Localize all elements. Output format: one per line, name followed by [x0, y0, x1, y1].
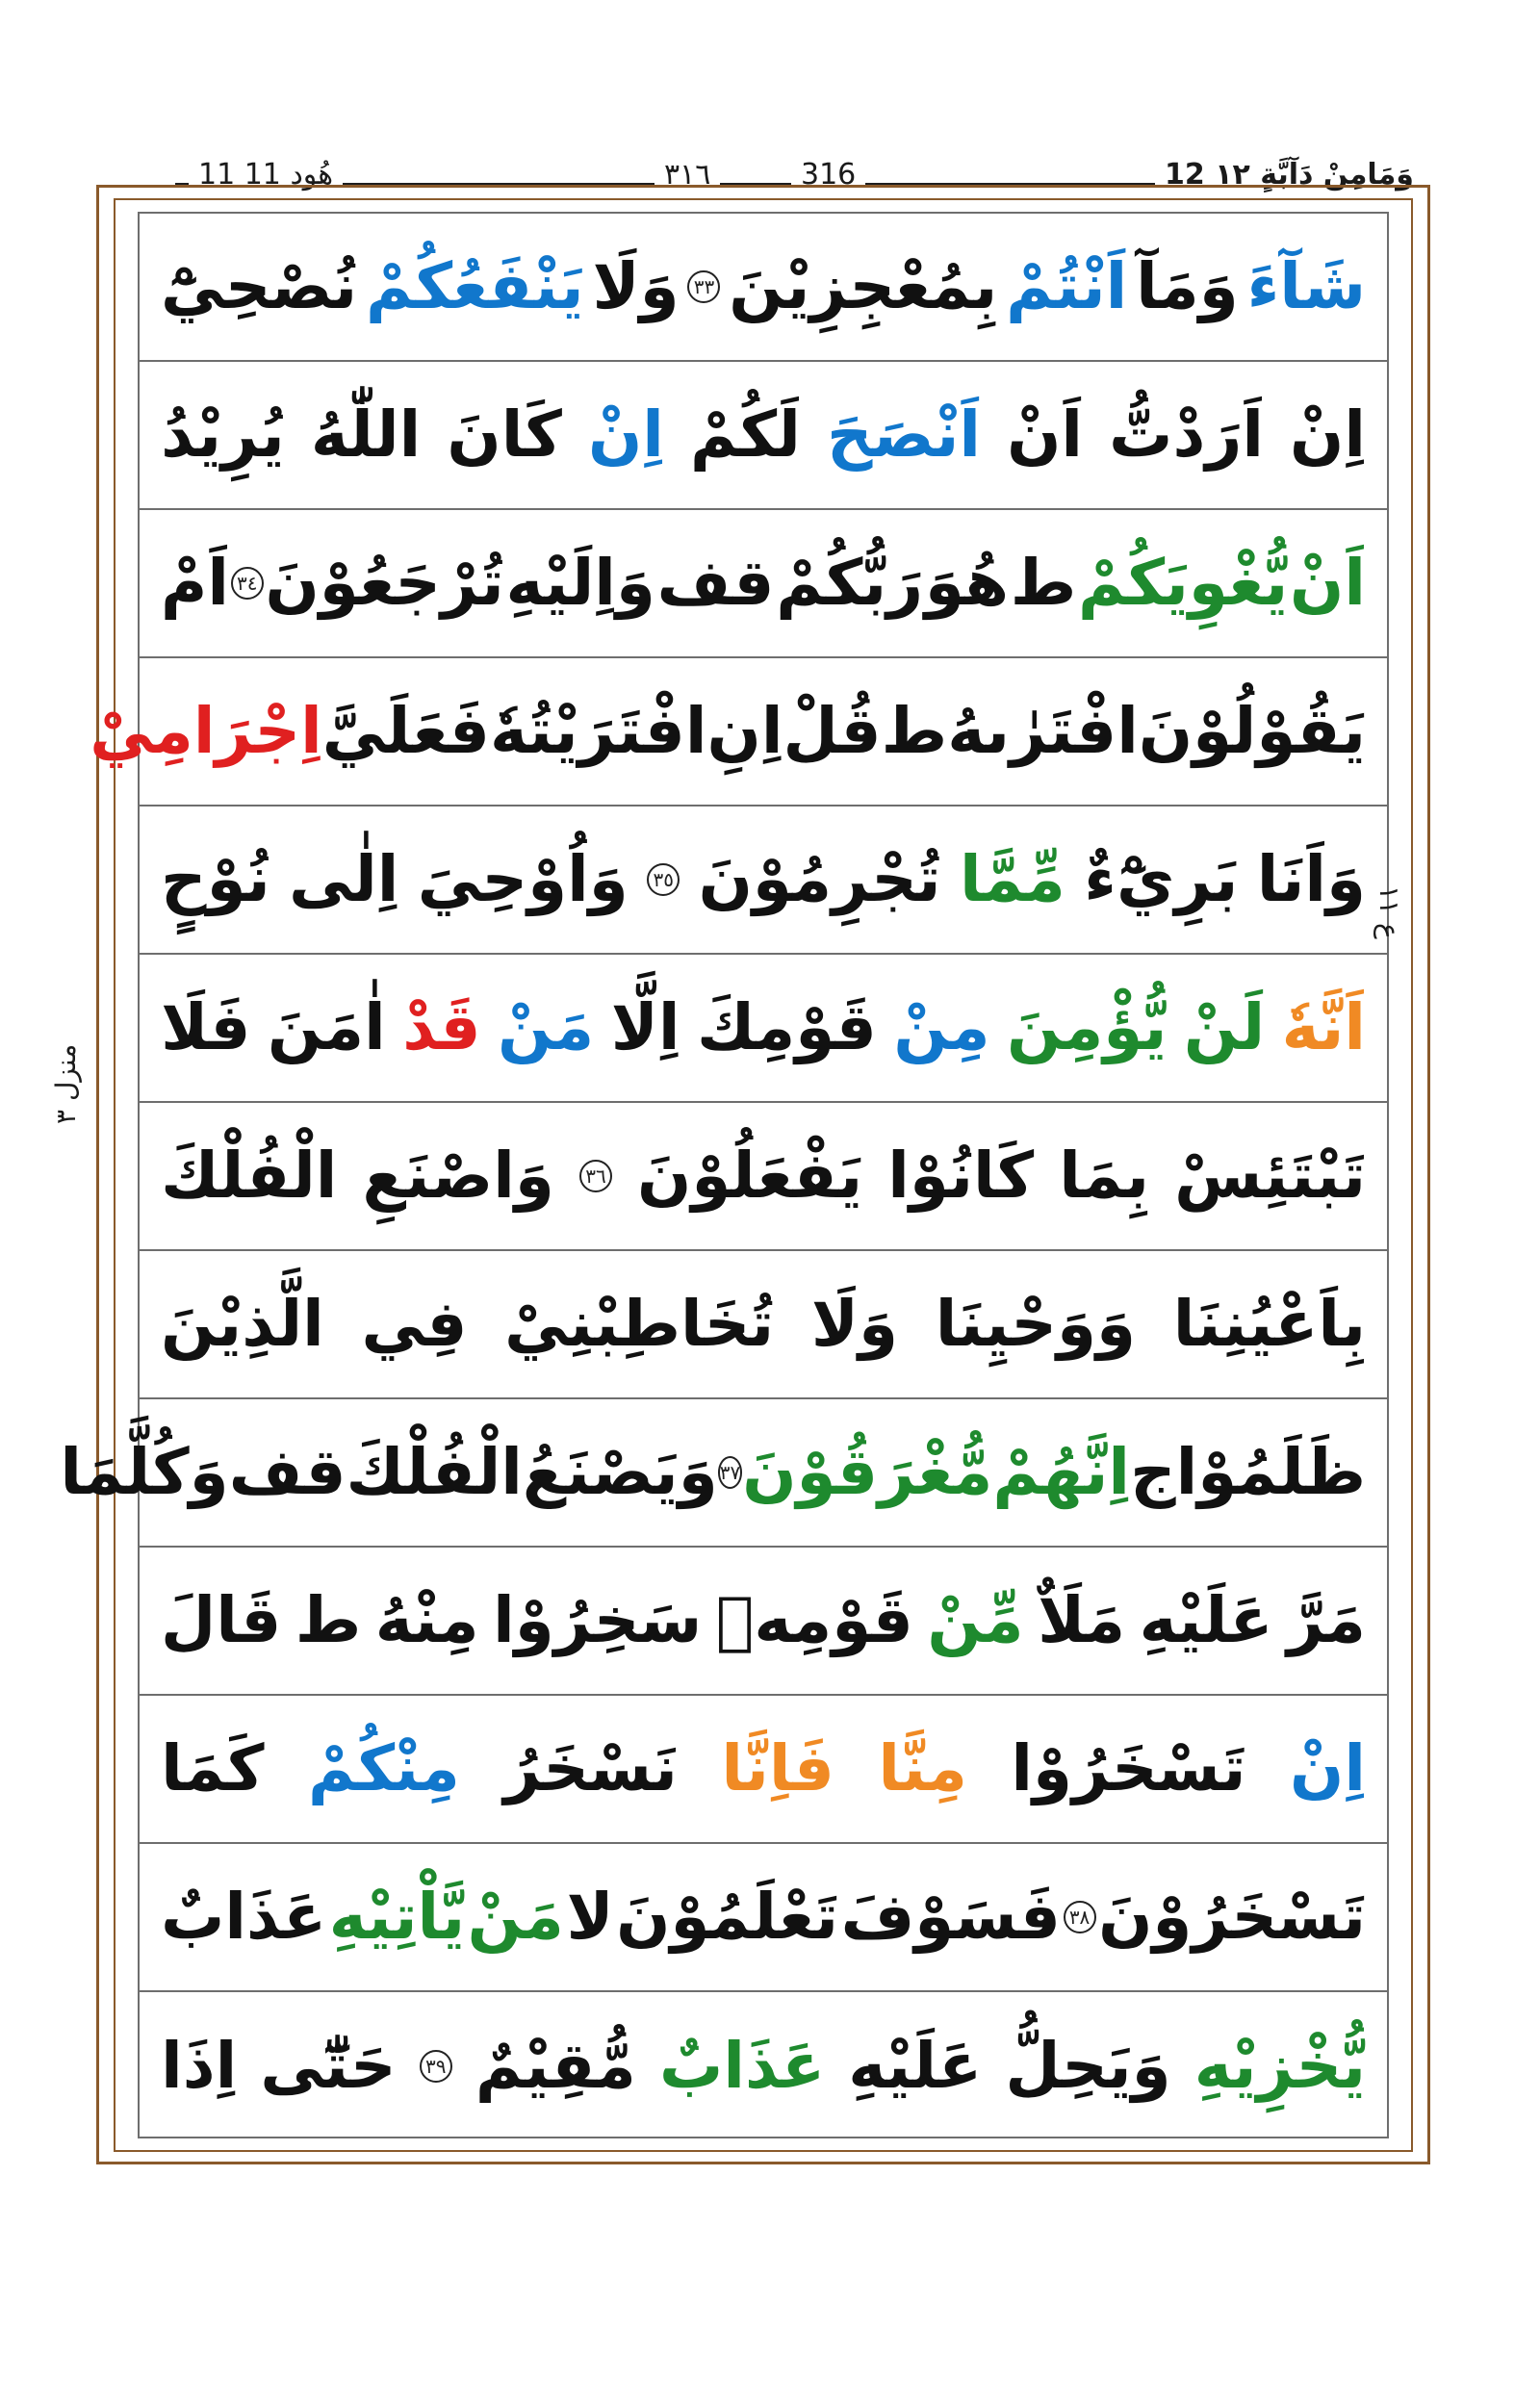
word: كَمَا — [161, 1731, 265, 1805]
word: اَنْتُمْ — [1006, 249, 1128, 323]
text-line — [140, 1696, 1387, 1844]
ayah-number-marker: ٣٩ — [420, 2050, 452, 2083]
word: شَآءَ — [1246, 249, 1366, 323]
word: اَمْ — [161, 546, 229, 620]
word: مِنْ — [893, 990, 990, 1064]
word: عَذَابٌ — [659, 2029, 826, 2103]
word: عَلَيْهِ — [1139, 1583, 1273, 1657]
word: ط — [1010, 546, 1077, 620]
word: مِنَّا — [878, 1731, 967, 1805]
ayah-number-marker: ٣٨ — [1064, 1901, 1096, 1933]
text-line — [140, 806, 1387, 955]
text-line — [140, 1103, 1387, 1251]
word: اِنْ — [587, 397, 664, 472]
word: وَيَحِلُّ — [1005, 2029, 1171, 2103]
word: وَاصْنَعِ — [362, 1139, 554, 1213]
ayah-number-marker: ٣٥ — [647, 863, 680, 896]
word: تُرْجَعُوْنَ — [265, 546, 504, 620]
header-juz-name: 12 وَمَامِنْ دَآبَّةٍ ١٢ — [1155, 156, 1424, 194]
word: قف — [656, 546, 775, 620]
ruku-marker: ع ١١ — [1373, 885, 1405, 939]
word: بِاَعْيُنِنَا — [1172, 1287, 1366, 1361]
word: تَعْلَمُوْنَ — [616, 1880, 839, 1954]
word: قف — [228, 1435, 346, 1509]
word: وَوَحْيِنَا — [935, 1287, 1137, 1361]
word: وَيَصْنَعُ — [522, 1435, 718, 1509]
word: الَّذِيْنَ — [161, 1287, 324, 1361]
word: اَنْصَحَ — [827, 397, 982, 472]
word: وَمَآ — [1136, 249, 1239, 323]
word: عَلَيْهِ — [848, 2029, 983, 2103]
text-line — [60, 1399, 1387, 1548]
word: مَنْ — [498, 990, 595, 1064]
word: تَسْخَرُوْنَ — [1098, 1880, 1366, 1954]
word: يَنْفَعُكُمْ — [366, 249, 584, 323]
ayah-number-marker: ٣٦ — [579, 1160, 612, 1192]
word: حَتّٰٓى — [260, 2029, 397, 2103]
word: تَبْتَئِسْ — [1174, 1139, 1366, 1213]
text-line — [140, 510, 1387, 658]
word: تَسْخَرُوْا — [1011, 1731, 1246, 1805]
ayah-number-marker: ٣٤ — [231, 567, 264, 600]
word: قَدْ — [402, 990, 481, 1064]
word: ط — [295, 1583, 362, 1657]
header-page-urdu: ٣١٦ — [654, 156, 720, 194]
word: مِنْكُمْ — [307, 1731, 460, 1805]
word: اَنْ — [1007, 397, 1084, 472]
word: يُّؤْمِنَ — [1007, 990, 1168, 1064]
header-surah-name: 11 هُود 11 — [189, 156, 343, 194]
word: اِنْ — [1290, 397, 1366, 472]
word: مِّنْ — [927, 1583, 1024, 1657]
word: اِنْ — [1290, 1731, 1366, 1805]
ayah-number-marker: ٣٣ — [687, 270, 720, 303]
word: اِلَّا — [610, 990, 680, 1064]
header-page-number: 316 — [791, 156, 865, 194]
text-line — [140, 1548, 1387, 1696]
word: بِمُعْجِزِيْنَ — [729, 249, 998, 323]
word: فَعَلَيَّ — [321, 694, 490, 768]
word: مُّغْرَقُوْنَ — [742, 1435, 993, 1509]
word: قَوْمِهٖ — [715, 1583, 913, 1657]
word: بَرِيْٓءٌ — [1084, 842, 1239, 916]
word: لَكُمْ — [690, 397, 801, 472]
word: فِي — [361, 1287, 468, 1361]
word: يَفْعَلُوْنَ — [636, 1139, 863, 1213]
word: يَّاْتِيْهِ — [328, 1880, 466, 1954]
word: نُصْحِيْٓ — [161, 249, 358, 323]
ayah-number-marker: ٣٧ — [718, 1456, 742, 1489]
word: افْتَرٰىهُ — [947, 694, 1139, 768]
text-line — [140, 214, 1387, 362]
word: اِنِ — [706, 694, 783, 768]
word: يُّخْزِيْهِ — [1194, 2029, 1366, 2103]
word: ظَلَمُوْا — [1175, 1435, 1366, 1509]
text-line — [90, 658, 1387, 806]
text-line — [140, 1992, 1387, 2140]
word: اِذَا — [161, 2029, 238, 2103]
text-line — [140, 1844, 1387, 1992]
word: تُخَاطِبْنِيْ — [504, 1287, 775, 1361]
word: مِّمَّا — [959, 842, 1065, 916]
word: اِنَّهُمْ — [992, 1435, 1131, 1509]
manzil-marker: منزل ٣ — [50, 1043, 82, 1124]
word: مُّقِيْمٌ — [475, 2029, 636, 2103]
word: مَرَّ — [1287, 1583, 1366, 1657]
word: فَسَوْفَ — [840, 1880, 1062, 1954]
word: فَلَا — [161, 990, 251, 1064]
word: اِجْرَامِيْ — [90, 694, 322, 768]
word: ج — [1130, 1435, 1176, 1509]
word: كَانَ — [447, 397, 562, 472]
text-line — [140, 362, 1387, 510]
word: يُّغْوِيَكُمْ — [1077, 546, 1289, 620]
word: وَلَا — [810, 1287, 899, 1361]
word: وَكُلَّمَا — [60, 1435, 229, 1509]
word: وَاُوْحِيَ — [417, 842, 629, 916]
word: مَلَاٌ — [1038, 1583, 1126, 1657]
text-line — [140, 1251, 1387, 1399]
word: اٰمَنَ — [267, 990, 386, 1064]
word: هُوَ — [924, 546, 1009, 620]
word: نَسْخَرُ — [503, 1731, 678, 1805]
word: الْفُلْكَ — [161, 1139, 338, 1213]
word: يُرِيْدُ — [161, 397, 285, 472]
word: وَاِلَيْهِ — [505, 546, 655, 620]
word: وَاَنَا — [1256, 842, 1366, 916]
word: مَنْ — [467, 1880, 564, 1954]
word: لَنْ — [1183, 990, 1266, 1064]
text-line — [140, 955, 1387, 1103]
word: اِلٰى — [289, 842, 399, 916]
word: افْتَرَيْتُهٗ — [489, 694, 707, 768]
word: بِمَا — [1059, 1139, 1150, 1213]
word: قُلْ — [783, 694, 882, 768]
word: اَرَدْتُّ — [1109, 397, 1264, 472]
word: سَخِرُوْا — [493, 1583, 703, 1657]
word: ط — [881, 694, 948, 768]
word: لا — [566, 1880, 614, 1954]
word: فَاِنَّا — [721, 1731, 834, 1805]
word: نُوْحٍ — [161, 842, 270, 916]
word: عَذَابٌ — [161, 1880, 327, 1954]
word: اللّٰهُ — [310, 397, 422, 472]
word: اَنْ — [1290, 546, 1366, 620]
word: يَقُوْلُوْنَ — [1138, 694, 1366, 768]
word: تُجْرِمُوْنَ — [698, 842, 941, 916]
word: مِنْهُ — [374, 1583, 479, 1657]
word: قَوْمِكَ — [696, 990, 877, 1064]
word: كَانُوْا — [887, 1139, 1035, 1213]
word: رَبُّكُمْ — [776, 546, 924, 620]
word: الْفُلْكَ — [346, 1435, 523, 1509]
word: اَنَّهٗ — [1281, 990, 1366, 1064]
word: قَالَ — [161, 1583, 282, 1657]
word: وَلَا — [592, 249, 680, 323]
